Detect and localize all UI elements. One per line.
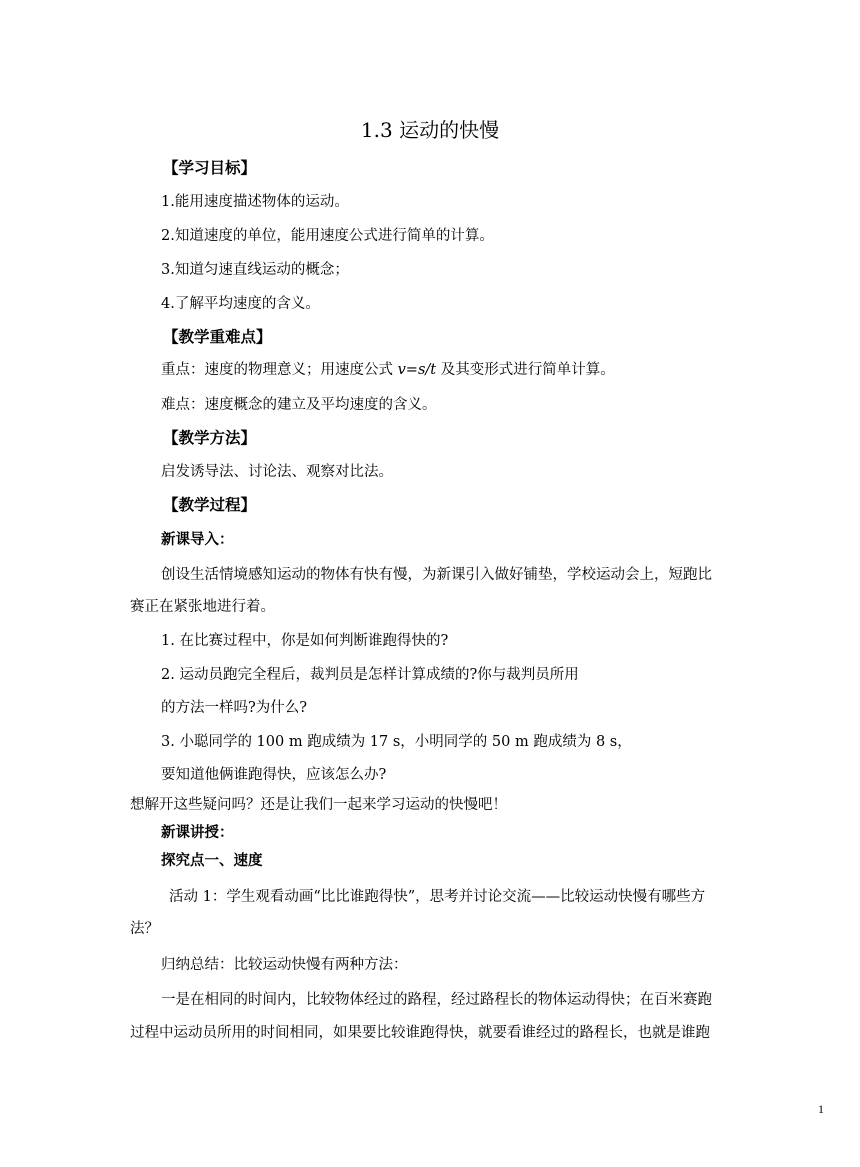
intro-paragraph-line-2: 赛正在紧张地进行着。 [130, 599, 275, 615]
point-1-label: 探究点一、速度 [161, 853, 263, 869]
intro-label: 新课导入： [161, 532, 234, 548]
goal-item-2: 2.知道速度的单位，能用速度公式进行简单的计算。 [161, 228, 494, 244]
methods-heading: 【教学方法】 [163, 429, 257, 447]
focus-prefix: 重点：速度的物理意义；用速度公式 [161, 362, 398, 378]
activity-1-line-1: 活动 1：学生观看动画“比比谁跑得快”，思考并讨论交流——比较运动快慢有哪些方 [169, 889, 706, 905]
question-2-line-1: 2. 运动员跑完全程后，裁判员是怎样计算成绩的?你与裁判员所用 [161, 667, 579, 683]
focus-suffix: 及其变形式进行简单计算。 [436, 362, 615, 378]
page-number: 1 [818, 1102, 824, 1116]
difficulty-text: 难点：速度概念的建立及平均速度的含义。 [161, 397, 437, 413]
goal-item-3: 3.知道匀速直线运动的概念； [161, 262, 349, 278]
method-1-line-1: 一是在相同的时间内，比较物体经过的路程，经过路程长的物体运动得快；在百米赛跑 [161, 992, 712, 1008]
question-1: 1. 在比赛过程中，你是如何判断谁跑得快的? [161, 633, 449, 649]
key-points-heading: 【教学重难点】 [163, 328, 272, 346]
methods-text: 启发诱导法、讨论法、观察对比法。 [161, 464, 393, 480]
question-3-line-2: 要知道他俩谁跑得快，应该怎么办? [161, 767, 387, 783]
method-1-line-2: 过程中运动员所用的时间相同，如果要比较谁跑得快，就要看谁经过的路程长，也就是谁跑 [130, 1025, 710, 1041]
process-heading: 【教学过程】 [163, 496, 257, 514]
page-title: 1.3 运动的快慢 [360, 118, 500, 142]
goals-heading: 【学习目标】 [163, 159, 257, 177]
lecture-label: 新课讲授： [161, 825, 234, 841]
goal-item-4: 4.了解平均速度的含义。 [161, 296, 320, 312]
question-3-line-1: 3. 小聪同学的 100 m 跑成绩为 17 s，小明同学的 50 m 跑成绩为 8 s， [161, 734, 632, 750]
goal-item-1: 1.能用速度描述物体的运动。 [161, 194, 349, 210]
speed-formula: v=s/t [397, 362, 437, 378]
summary-text: 归纳总结：比较运动快慢有两种方法： [161, 957, 408, 973]
focus-text [161, 360, 615, 380]
closing-text: 想解开这些疑问吗？还是让我们一起来学习运动的快慢吧！ [130, 797, 507, 813]
intro-paragraph-line-1: 创设生活情境感知运动的物体有快有慢，为新课引入做好铺垫，学校运动会上，短跑比 [161, 567, 712, 583]
activity-1-line-2: 法？ [130, 921, 159, 937]
question-2-line-2: 的方法一样吗?为什么? [161, 700, 308, 716]
